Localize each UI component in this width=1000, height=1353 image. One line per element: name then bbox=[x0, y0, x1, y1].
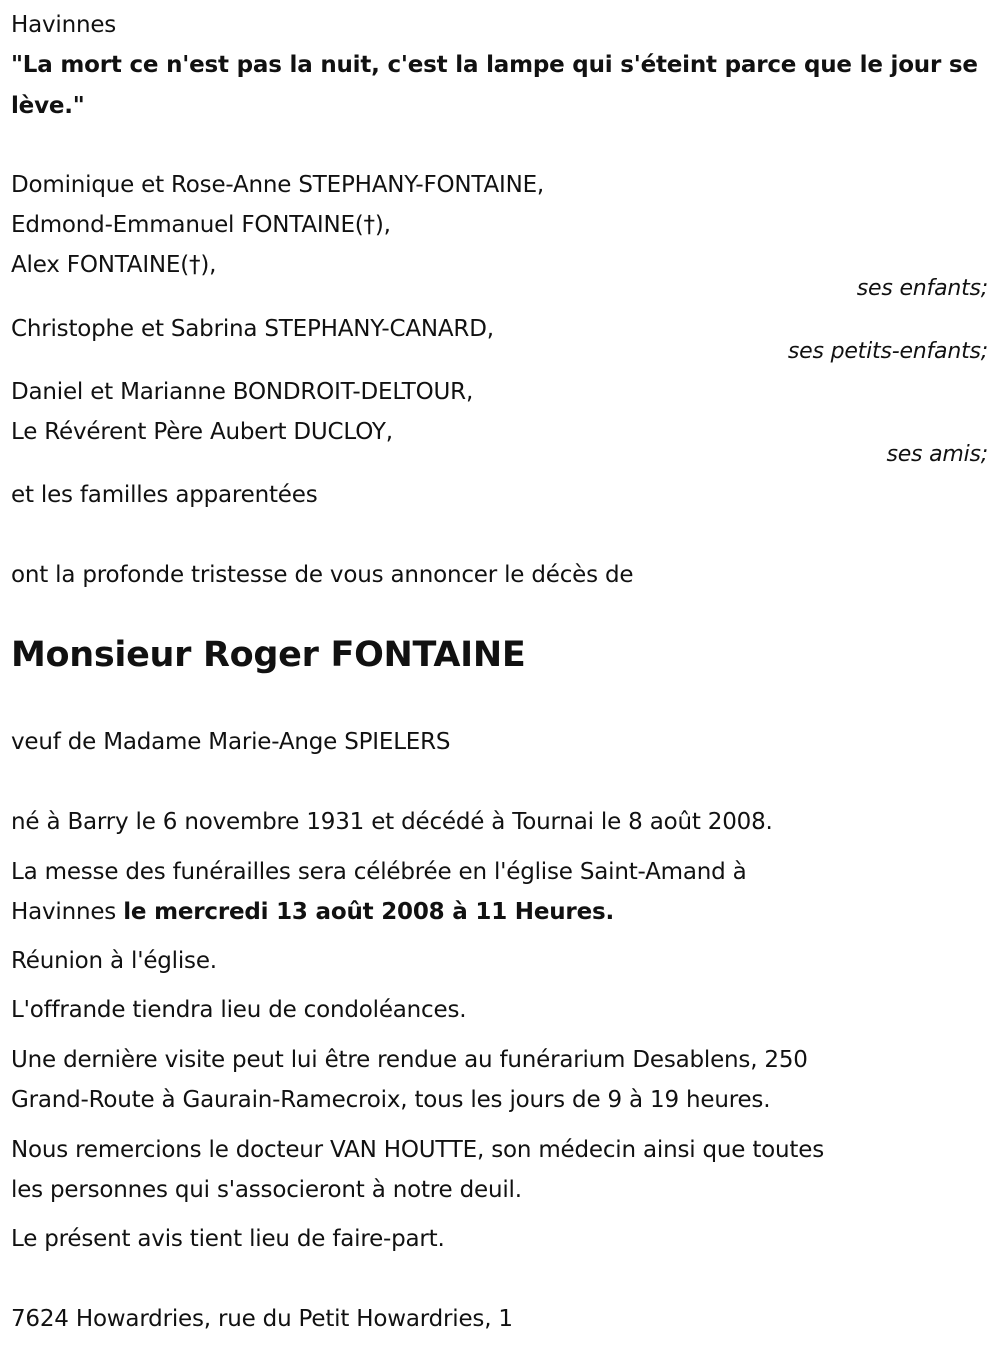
place-name: Havinnes bbox=[11, 12, 117, 38]
family-member: Alex FONTAINE(†), bbox=[11, 252, 217, 278]
role-label-children: ses enfants; bbox=[856, 276, 988, 301]
notice-text: Le présent avis tient lieu de faire-part. bbox=[11, 1226, 445, 1252]
family-member: Edmond-Emmanuel FONTAINE(†), bbox=[11, 212, 391, 238]
related-families: et les familles apparentées bbox=[11, 482, 318, 508]
meeting-info: Réunion à l'église. bbox=[11, 948, 217, 974]
family-member: Dominique et Rose-Anne STEPHANY-FONTAINE, bbox=[11, 172, 545, 198]
mass-place: Havinnes bbox=[11, 899, 124, 925]
family-member: Le Révérent Père Aubert DUCLOY, bbox=[11, 419, 393, 445]
family-member: Daniel et Marianne BONDROIT-DELTOUR, bbox=[11, 379, 474, 405]
family-member: Christophe et Sabrina STEPHANY-CANARD, bbox=[11, 316, 494, 342]
spouse-info: veuf de Madame Marie-Ange SPIELERS bbox=[11, 729, 451, 755]
mass-line: La messe des funérailles sera célébrée en l'église Saint-Amand à bbox=[11, 859, 747, 885]
visit-line: Une dernière visite peut lui être rendue au funérarium Desablens, 250 bbox=[11, 1047, 808, 1073]
mass-datetime: le mercredi 13 août 2008 à 11 Heures. bbox=[123, 899, 614, 925]
offering-info: L'offrande tiendra lieu de condoléances. bbox=[11, 997, 467, 1023]
birth-death-info: né à Barry le 6 novembre 1931 et décédé à Tournai le 8 août 2008. bbox=[11, 809, 773, 835]
visit-line: Grand-Route à Gaurain-Ramecroix, tous les jours de 9 à 19 heures. bbox=[11, 1087, 771, 1113]
thanks-line: les personnes qui s'associeront à notre deuil. bbox=[11, 1177, 522, 1203]
role-label-friends: ses amis; bbox=[886, 442, 988, 467]
address: 7624 Howardries, rue du Petit Howardries, 1 bbox=[11, 1306, 513, 1332]
role-label-grandchildren: ses petits-enfants; bbox=[787, 339, 988, 364]
thanks-line: Nous remercions le docteur VAN HOUTTE, son médecin ainsi que toutes bbox=[11, 1137, 824, 1163]
deceased-name: Monsieur Roger FONTAINE bbox=[11, 635, 526, 675]
mass-line bbox=[11, 892, 614, 932]
announcement-text: ont la profonde tristesse de vous annoncer le décès de bbox=[11, 562, 634, 588]
epigraph-quote: "La mort ce n'est pas la nuit, c'est la lampe qui s'éteint parce que le jour se lève." bbox=[11, 52, 978, 119]
